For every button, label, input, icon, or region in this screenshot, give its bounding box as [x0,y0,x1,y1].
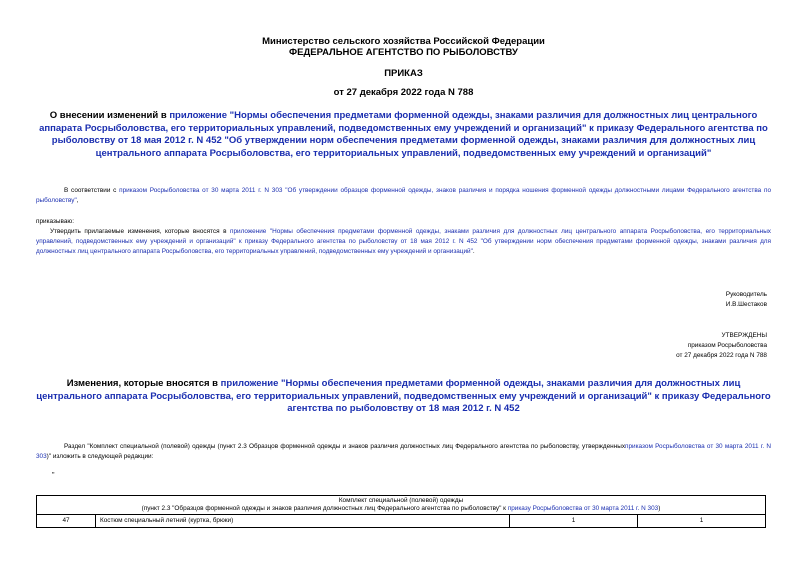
row-number: 47 [37,515,96,528]
opening-quote: " [52,472,55,479]
section-link[interactable]: приказом Росрыболовства от 30 марта 2011 г. N 303 [36,443,771,460]
table-header-prefix: (пункт 2.3 "Образцов форменной одежды и знаков различия должностных лиц Федерального агентства по рыболовству" к [141,505,508,512]
order-title-prefix: О внесении изменений в [49,110,170,121]
approved-by: приказом Росрыболовства [687,342,767,349]
approved-word: УТВЕРЖДЕНЫ [721,332,767,339]
order-word: приказываю: [36,218,74,225]
order-date: от 27 декабря 2022 года N 788 [333,87,474,98]
table-header-subtitle [41,505,761,513]
changes-title-link[interactable]: приложение "Нормы обеспечения предметами форменной одежды, знаками различия для должностных лиц центрального аппарата Росрыболовства, его территориальных управлений, подведомственных ему учреждений и организаций" к приказу Федерального агентства по рыболовству от 18 мая 2012 г. N 452 [36,378,771,414]
ministry-name: Министерство сельского хозяйства Российской Федерации [262,36,545,47]
approved-date: от 27 декабря 2022 года N 788 [676,352,767,359]
order-title-link[interactable]: приложение "Нормы обеспечения предметами форменной одежды, знаками различия для должностных лиц центрального аппарата Росрыболовства, его территориальных управлений, подведомственных ему учреждений и организаций" к приказу Федерального агентства по рыболовству от 18 мая 2012 г. N 452 "Об утверждении норм обеспечения предметами форменной одежды, знаками различия для должностных лиц центрального аппарата Росрыболовства, его территориальных управлений, подведомственных ему учреждений и организаций" [39,110,768,159]
basis-suffix: , [76,197,79,204]
changes-title-prefix: Изменения, которые вносятся в [66,378,221,389]
basis-paragraph [36,186,771,206]
row-qty-2: 1 [637,515,765,528]
changes-title [36,378,771,416]
table-header-cell [37,496,766,515]
table-header-suffix: ) [658,505,661,512]
row-qty-1: 1 [510,515,638,528]
approve-suffix: . [472,248,475,255]
agency-name: ФЕДЕРАЛЬНОЕ АГЕНТСТВО ПО РЫБОЛОВСТВУ [289,47,518,58]
section-suffix: )" изложить в следующей редакции: [46,453,154,460]
signature-block [567,290,767,310]
row-item-name: Костюм специальный летний (куртка, брюки) [96,515,510,528]
table-header-link[interactable]: приказу Росрыболовства от 30 марта 2011 г. N 303 [507,505,659,512]
basis-prefix: В соответствии с [64,187,120,194]
approved-block [567,331,767,361]
issuer-block [0,36,807,58]
approve-prefix: Утвердить прилагаемые изменения, которые вносятся в [50,228,231,235]
approve-link[interactable]: приложение "Нормы обеспечения предметами форменной одежды, знаками различия для должностных лиц центрального аппарата Росрыболовства, его территориальных управлений, подведомственных ему учреждений и организаций" к приказу Федерального агентства по рыболовству от 18 мая 2012 г. N 452 "Об утверждении норм обеспечения предметами форменной одежды, знаками различия для должностных лиц центрального аппарата Росрыболовства, его территориальных управлений, подведомственных ему учреждений и организаций" [36,228,771,255]
table-row [37,515,766,528]
basis-link[interactable]: приказом Росрыболовства от 30 марта 2011 г. N 303 "Об утверждении образцов форменной одежды, знаков различия и порядка ношения форменной одежды должностными лицами Федерального агентства по рыболовству" [36,187,771,204]
section-prefix: Раздел "Комплект специальной (полевой) одежды (пункт 2.3 Образцов форменной одежды и знаков различия должностных лиц Федерального агентства по рыболовству, утвержденных [64,443,626,450]
section-paragraph [36,442,771,462]
table-header-row [37,496,766,515]
kit-table [36,495,766,528]
doc-type: ПРИКАЗ [384,68,423,79]
signature-name: И.В.Шестаков [725,301,767,308]
approve-paragraph [36,227,771,257]
order-title [36,110,771,160]
signature-role: Руководитель [725,291,767,298]
table-header-title: Комплект специальной (полевой) одежды [338,497,464,504]
